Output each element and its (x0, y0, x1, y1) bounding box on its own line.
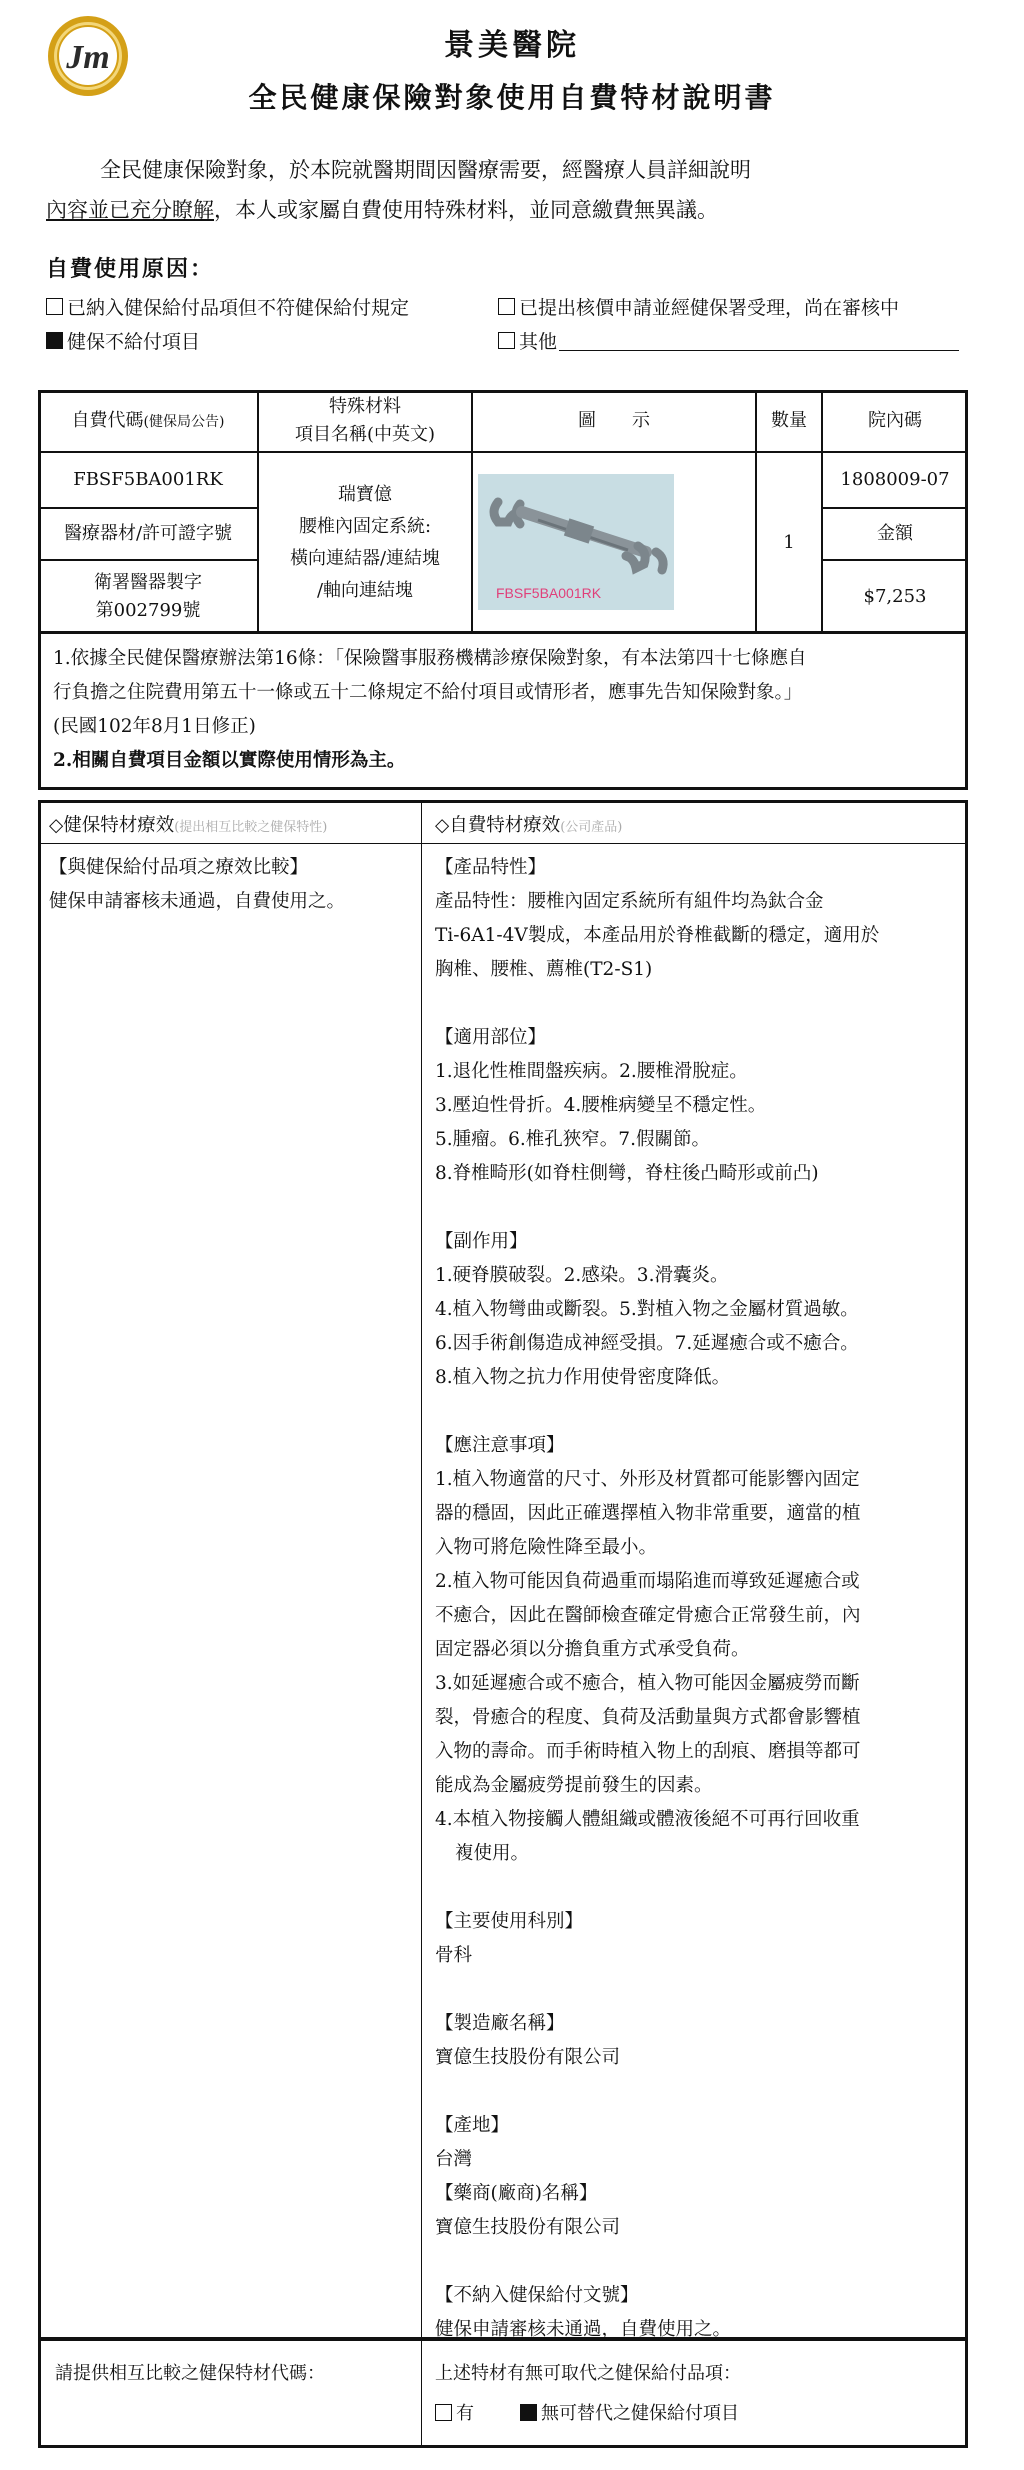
self-pay-efficacy-heading: ◇自費特材療效(公司產品) (435, 815, 623, 836)
license-number: 衛署醫器製字 第002799號 (38, 560, 258, 634)
header-rule (41, 843, 965, 844)
intro-line-1: 全民健康保險對象，於本院就醫期間因醫療需要，經醫療人員詳細說明 (100, 158, 751, 182)
product-details: 【產品特性】 產品特性：腰椎內固定系統所有組件均為鈦合金 Ti-6A1-4V製成，本產品用於脊椎截斷的穩定，適用於 胸椎、腰椎、薦椎(T2-S1) 【適用部位】 1.退化性椎間盤疾病。2.腰椎滑脫症。 3.壓迫性骨折。4.腰椎病變呈不穩定性。 5.腫瘤。6.椎孔狹窄。7.假關節。 8.脊椎畸形(如脊柱側彎，脊柱後凸畸形或前凸) 【副作用】 1.硬脊膜破裂。2.感染。3.滑囊炎。 4.植入物彎曲或斷裂。5.對植入物之金屬材質過敏。 6.因手術創傷造成神經受損。7.延遲癒合或不癒合。 8.植入物之抗力作用使骨密度降低。 【應注意事項】 1.植入物適當的尺寸、外形及材質都可能影響內固定 器的穩固，因此正確選擇植入物非常重要，適當的植 入物可將危險性降至最小。 2.植入物可能因負荷過重而塌陷進而導致延遲癒合或 不癒合，因此在醫師檢查確定骨癒合正常發生前，內 固定器必須以分擔負重方式承受負荷。 3.如延遲癒合或不癒合，植入物可能因金屬疲勞而斷 裂，骨癒合的程度、負荷及活動量與方式都會影響植 入物的壽命。而手術時植入物上的刮痕、磨損等都可 能成為金屬疲勞提前發生的因素。 4.本植入物接觸人體組織或體液後絕不可再行回收重 複使用。 【主要使用科別】 骨科 【製造廠名稱】 寶億生技股份有限公司 【產地】 台灣 【藥商(廠商)名稱】 寶億生技股份有限公司 【不納入健保給付文號】 健保申請審核未通過，自費使用之。 (435, 857, 880, 2340)
header-quantity: 數量 (756, 390, 822, 452)
reason-title: 自費使用原因： (46, 256, 215, 282)
header-image: 圖 示 (472, 390, 756, 452)
checkbox-no-checked[interactable] (520, 2404, 537, 2421)
intro-underlined: 內容並已充分瞭解 (46, 198, 214, 222)
license-label: 醫療器材/許可證字號 (38, 508, 258, 560)
material-name: 瑞寶億 腰椎內固定系統: 橫向連結器/連結塊 /軸向連結塊 (258, 452, 472, 634)
comparison-text: 健保申請審核未通過，自費使用之。 (49, 891, 346, 912)
checkbox-1[interactable] (46, 298, 63, 315)
note-2: 2.相關自費項目金額以實際使用情形為主。 (53, 750, 406, 771)
checkbox-2[interactable] (498, 298, 515, 315)
nhi-code-request: 請提供相互比較之健保特材代碼： (55, 2363, 325, 2384)
checkbox-3-checked[interactable] (46, 332, 63, 349)
implant-photo (478, 474, 674, 610)
footer-divider (421, 2341, 422, 2445)
note-1b: 行負擔之住院費用第五十一條或五十二條規定不給付項目或情形者，應事先告知保險對象。」 (53, 682, 803, 703)
hospital-code-value: 1808009-07 (822, 452, 968, 508)
nhi-efficacy-heading: ◇健保特材療效(提出相互比較之健保特性) (49, 815, 328, 836)
header-material: 特殊材料 項目名稱(中英文) (258, 390, 472, 452)
replacement-options: 有 無可替代之健保給付項目 (435, 2399, 739, 2425)
note-1c: (民國102年8月1日修正) (53, 716, 256, 737)
checkbox-4[interactable] (498, 332, 515, 349)
comparison-title: 【與健保給付品項之療效比較】 (49, 857, 309, 878)
self-pay-code: FBSF5BA001RK (38, 452, 258, 508)
amount-label: 金額 (822, 508, 968, 560)
checkbox-yes[interactable] (435, 2404, 452, 2421)
nhi-comparison (49, 851, 409, 919)
header-code: 自費代碼(健保局公告) (38, 390, 258, 452)
implant-illustration (478, 474, 674, 610)
efficacy-section (38, 800, 968, 2340)
reason-option-4[interactable]: 其他 (498, 327, 959, 354)
reason-option-2[interactable]: 已提出核價申請並經健保署受理，尚在審核中 (498, 293, 899, 320)
notes-box (38, 634, 968, 790)
svg-text:FBSF5BA001RK: FBSF5BA001RK (496, 585, 602, 601)
footer-box (38, 2338, 968, 2448)
document-title: 全民健康保險對象使用自費特材說明書 (248, 81, 776, 114)
svg-text:Jm: Jm (66, 39, 110, 76)
header-hospital-code: 院內碼 (822, 390, 968, 452)
intro-line-2: ，本人或家屬自費使用特殊材料，並同意繳費無異議。 (214, 198, 718, 222)
reason-option-1[interactable]: 已納入健保給付品項但不符健保給付規定 (46, 293, 409, 320)
amount-value: $7,253 (822, 560, 968, 634)
hospital-name: 景美醫院 (444, 28, 580, 63)
column-divider (421, 803, 422, 2337)
reason-option-3[interactable]: 健保不給付項目 (46, 327, 200, 354)
quantity-value: 1 (756, 452, 822, 634)
replacement-question: 上述特材有無可取代之健保給付品項： (435, 2363, 741, 2384)
note-1a: 1.依據全民健保醫療辦法第16條：「保險醫事服務機構診療保險對象，有本法第四十七條應自 (53, 648, 807, 669)
other-blank-line[interactable] (559, 330, 959, 351)
intro-paragraph (46, 150, 986, 230)
